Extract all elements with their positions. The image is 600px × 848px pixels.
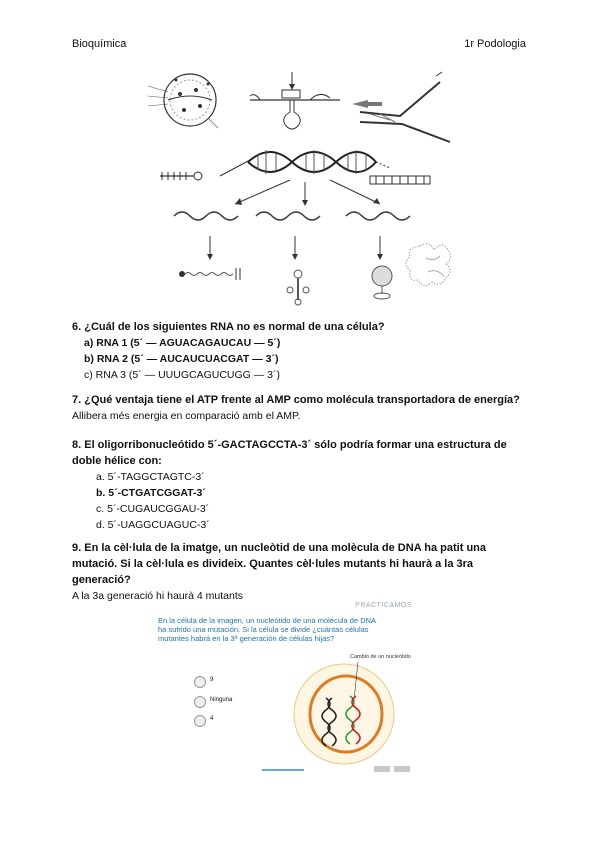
question-9-title-line-3: generació? [72,574,131,586]
virus-particle-icon [148,74,218,128]
choice-9-label: 9 [210,677,214,683]
practice-prompt-line-3: mutantes habrá en la 3ª generación de células hijas? [158,634,335,643]
question-9-answer: A la 3a generació hi haurà 4 mutants [72,590,244,602]
question-8-title-line-1: 8. El oligorribonucleótido 5´-GACTAGCCTA-3´ sólo podría formar una estructura de [72,439,507,451]
question-9-title-line-1: 9. En la cèl·lula de la imatge, un nucleòtid de una molècula de DNA ha patit una [72,542,487,554]
question-8-option-c: c. 5´-CUGAUCGGAU-3´ [96,503,210,515]
trna-product-icon [287,270,309,305]
cell-illustration [288,656,398,766]
choice-ninguna-label: Ninguna [210,697,233,703]
ribosome-product-icon [372,266,392,299]
question-8-option-a: a. 5´-TAGGCTAGTC-3´ [96,471,205,483]
practice-prompt-line-2: ha sufrido una mutación. Si la célula se divide ¿cuántas células [158,625,369,634]
choice-9-radio[interactable] [194,676,206,688]
progress-line [262,769,304,771]
rna-strand-3 [346,212,410,220]
document-subject: Bioquímica [72,38,127,50]
mutation-label: Cambio de un nucleótido [350,654,411,660]
question-6-title: 6. ¿Cuál de los siguientes RNA no es normal de una célula? [72,321,385,333]
question-9-title-line-2: mutació. Si la cèl·lula es divideix. Quantes cèl·lules mutants hi haurà a la 3ra [72,558,474,570]
question-6-option-c: c) RNA 3 (5´ — UUUGCAGUCUGG — 3´) [84,369,281,381]
choice-ninguna-radio[interactable] [194,696,206,708]
nucleic-acid-diagram [140,62,470,312]
question-6-option-a: a) RNA 1 (5´ — AGUACAGAUCAU — 5´) [84,337,281,349]
question-8-title-line-2: doble hélice con: [72,455,162,467]
rna-strand-2 [256,212,320,220]
dna-double-helix-icon [248,150,376,174]
mrna-ribosome-product-icon [179,268,240,280]
nav-back-button[interactable] [374,766,390,772]
question-7-answer: Allibera més energia en comparació amb el AMP. [72,410,301,422]
rna-strand-1 [174,212,238,220]
document-course: 1r Podologia [464,38,526,50]
question-8-option-b: b. 5´-CTGATCGGAT-3´ [96,487,206,499]
choice-4-radio[interactable] [194,715,206,727]
practice-exercise-image [148,602,428,774]
practice-prompt-line-1: En la célula de la imagen, un nucleótido de una molécula de DNA [158,616,377,625]
practice-heading: PRACTICAMOS [355,602,412,609]
folded-rna-product-icon [406,244,451,286]
question-7-title: 7. ¿Qué ventaja tiene el ATP frente al AMP como molécula transportadora de energía? [72,394,520,406]
hairpin-rna-icon [160,172,202,180]
question-8-option-d: d. 5´-UAGGCUAGUC-3´ [96,519,210,531]
ribosome-mrna-icon [250,72,340,129]
choice-4-label: 4 [210,716,214,722]
nav-next-button[interactable] [394,766,410,772]
dna-fragment-icon [370,176,430,184]
question-6-option-b: b) RNA 2 (5´ — AUCAUCUACGAT — 3´) [84,353,279,365]
replication-fork-icon [352,72,450,142]
